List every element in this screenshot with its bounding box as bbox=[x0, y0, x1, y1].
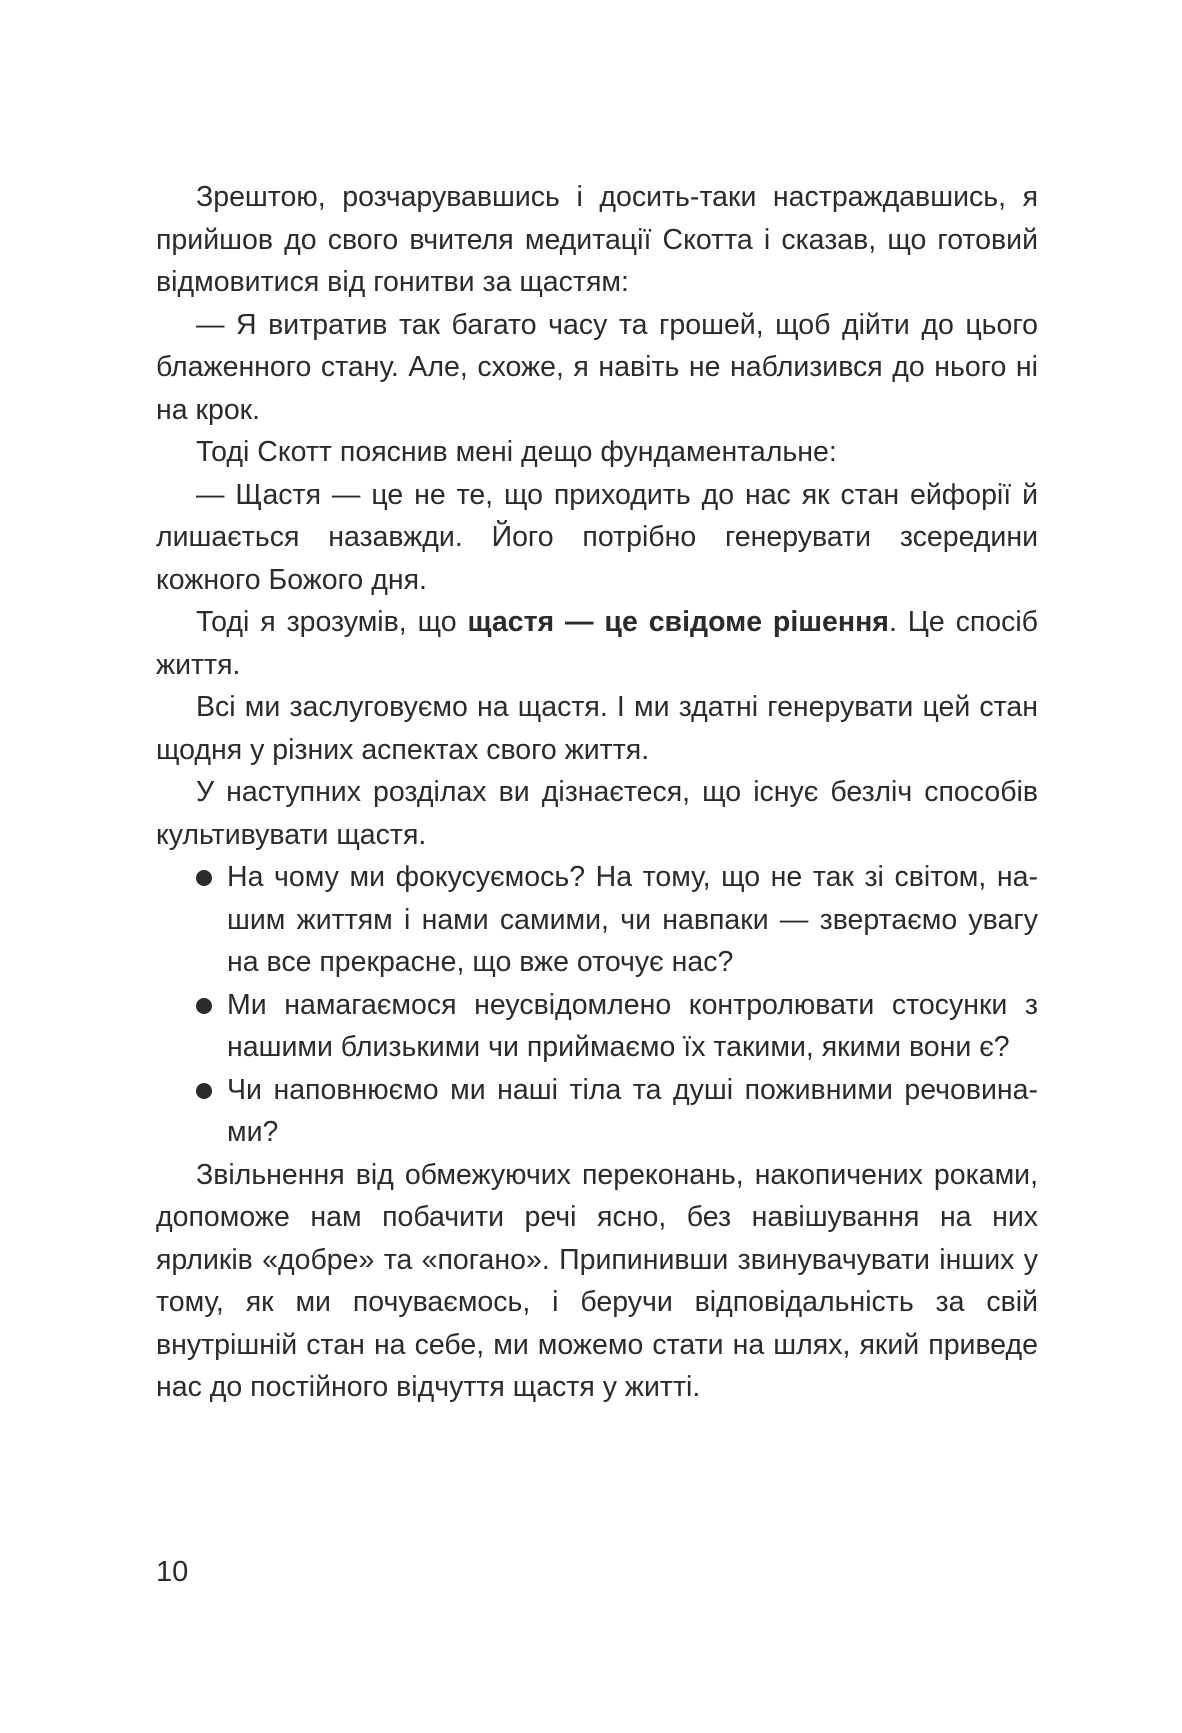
bullet-item bbox=[156, 984, 1038, 1069]
paragraph-3-text-end: . Це спосіб життя. bbox=[156, 606, 1039, 681]
page-body bbox=[156, 176, 1038, 1409]
bullet-dot-icon bbox=[196, 1083, 212, 1099]
bullet-dot-icon bbox=[196, 998, 212, 1014]
bullet-item bbox=[156, 1069, 1038, 1154]
paragraph-4: Всі ми заслуговуємо на щастя. І ми здатні генерувати цей стан щодня у різних аспектах свого життя. bbox=[156, 691, 1038, 766]
quote-paragraph-2: — Щастя — це не те, що приходить до нас як стан ейфорії й лишається назавжди. Його потрібно генерувати зсередини кожного Божого дня. bbox=[156, 478, 1038, 596]
paragraph-3-text-start: Тоді я зрозумів, що bbox=[196, 606, 468, 638]
bullet-text: Ми намагаємося неусвідомлено контролювати стосунки з нашими близькими чи приймаємо їх такими, якими вони є? bbox=[227, 988, 1038, 1063]
bullet-text: Чи наповнюємо ми наші тіла та душі поживними речовинами? bbox=[227, 1073, 1038, 1148]
bold-statement: щастя — це свідоме рішення bbox=[467, 606, 889, 638]
bullet-text: На чому ми фокусуємось? На тому, що не так зі світом, нашим життям і нами самими, чи навпаки — звертаємо увагу на все прекрасне, що вже оточує нас? bbox=[227, 861, 1038, 978]
quote-paragraph-1: — Я витратив так багато часу та грошей, щоб дійти до цього блаженного стану. Але, схоже, я навіть не наблизився до нього ні на крок. bbox=[156, 308, 1038, 426]
bullet-item bbox=[156, 856, 1038, 984]
paragraph-6: Звільнення від обмежуючих переконань, накопичених роками, допоможе нам побачити речі ясно, без навішування на них ярликів «добре» та «погано». Припинивши звинувачувати інших у тому, як ми почуваємось, і беручи відповідальність за свій внутрішній стан на себе, ми можемо стати на шлях, який приведе нас до постійного відчуття щастя у житті. bbox=[156, 1158, 1038, 1403]
page-number: 10 bbox=[156, 1556, 189, 1588]
paragraph-5: У наступних розділах ви дізнаєтеся, що існує безліч способів культивувати щастя. bbox=[156, 776, 1038, 851]
paragraph-2: Тоді Скотт пояснив мені дещо фундаментальне: bbox=[196, 436, 837, 468]
bullet-list bbox=[156, 856, 1038, 1154]
paragraph-1: Зрештою, розчарувавшись і досить-таки настраждавшись, я прийшов до свого вчителя медитації Скотта і сказав, що готовий відмовитися від гонитви за щастям: bbox=[156, 181, 1038, 298]
bullet-dot-icon bbox=[196, 870, 212, 886]
paragraph-3 bbox=[156, 601, 1038, 686]
